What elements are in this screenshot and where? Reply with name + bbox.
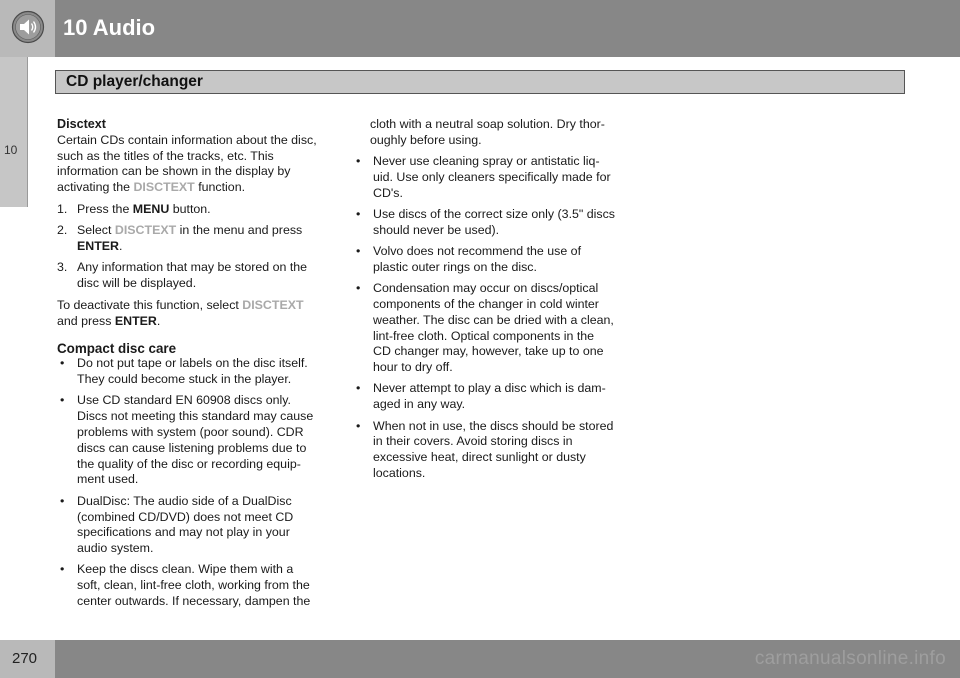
disctext-keyword: DISCTEXT (242, 297, 304, 312)
disctext-keyword: DISCTEXT (133, 180, 195, 195)
bullet-icon: • (356, 244, 361, 259)
bullet-icon: • (356, 281, 361, 296)
care-bullet-continuation: cloth with a neutral soap solution. Dry thor-oughly before using. (370, 117, 605, 147)
care-bullet: • Never attempt to play a disc which is dam-aged in any way. (356, 381, 606, 412)
bullet-icon: • (356, 154, 361, 169)
care-bullet: • Use discs of the correct size only (3.5" discs should never be used). (356, 206, 615, 237)
care-bullet: • DualDisc: The audio side of a DualDisc (combined CD/DVD) does not meet CD specifications and may not play in your audio system. (60, 493, 294, 556)
bullet-icon: • (60, 393, 65, 408)
care-bullet: • Keep the discs clean. Wipe them with a soft, clean, lint-free cloth, working from the center outwards. If necessary, dampen the (60, 562, 311, 609)
bullet-icon: • (60, 356, 65, 371)
bullet-icon: • (356, 206, 361, 221)
side-tab-chapter-number: 10 (4, 143, 18, 157)
step-2: 2. Select DISCTEXT in the menu and press ENTER. (57, 223, 303, 254)
bullet-icon: • (60, 493, 65, 508)
chapter-title: 10 Audio (63, 15, 156, 40)
deactivate-text: To deactivate this function, select DISCTEXT and press ENTER. (57, 297, 304, 328)
enter-button-label: ENTER (77, 239, 119, 254)
disctext-heading: Disctext (57, 117, 106, 131)
step-1: 1. Press the MENU button. (57, 201, 211, 216)
care-bullet: • Condensation may occur on discs/optical components of the changer in cold winter weather. The disc can be dried with a clean, lint-free cloth. Optical components in the CD changer may, however, take up to one hour to dry off. (356, 281, 614, 375)
step-3: 3. Any information that may be stored on the disc will be displayed. (57, 260, 308, 291)
care-bullet: • Do not put tape or labels on the disc itself. They could become stuck in the player. (60, 356, 308, 387)
enter-button-label: ENTER (114, 313, 157, 328)
bullet-icon: • (356, 381, 361, 396)
right-column (353, 117, 615, 482)
page-number-box (0, 640, 55, 678)
page-number: 270 (12, 650, 38, 667)
side-divider (27, 57, 28, 207)
care-bullet: • Use CD standard EN 60908 discs only. Discs not meeting this standard may cause problems with system (poor sound). CDR discs can cause listening problems due to the quality of the disc or recording equip-ment used. (60, 393, 314, 487)
speaker-icon (11, 10, 45, 44)
disctext-keyword: DISCTEXT (114, 223, 177, 238)
left-column (57, 117, 319, 610)
watermark: carmanualsonline.info (754, 648, 946, 669)
chapter-side-tab (0, 57, 27, 207)
menu-button-label: MENU (132, 201, 170, 216)
care-heading: Compact disc care (57, 340, 177, 356)
care-bullet: • Never use cleaning spray or antistatic liq-uid. Use only cleaners specifically made for CD's. (356, 154, 611, 200)
care-bullet: • When not in use, the discs should be stored in their covers. Avoid storing discs in excessive heat, direct sunlight or dusty locations. (356, 418, 614, 480)
chapter-header (0, 0, 960, 57)
chapter-icon-box (0, 0, 55, 57)
care-bullet: • Volvo does not recommend the use of plastic outer rings on the disc. (356, 244, 582, 274)
bullet-icon: • (356, 418, 361, 433)
page-footer (0, 640, 960, 678)
bullet-icon: • (60, 562, 65, 577)
disctext-intro: Certain CDs contain information about the disc, such as the titles of the tracks, etc. This information can be shown in the display by activating the DISCTEXT function. (57, 132, 317, 195)
section-title: CD player/changer (66, 73, 203, 90)
section-heading-bar (55, 70, 905, 94)
